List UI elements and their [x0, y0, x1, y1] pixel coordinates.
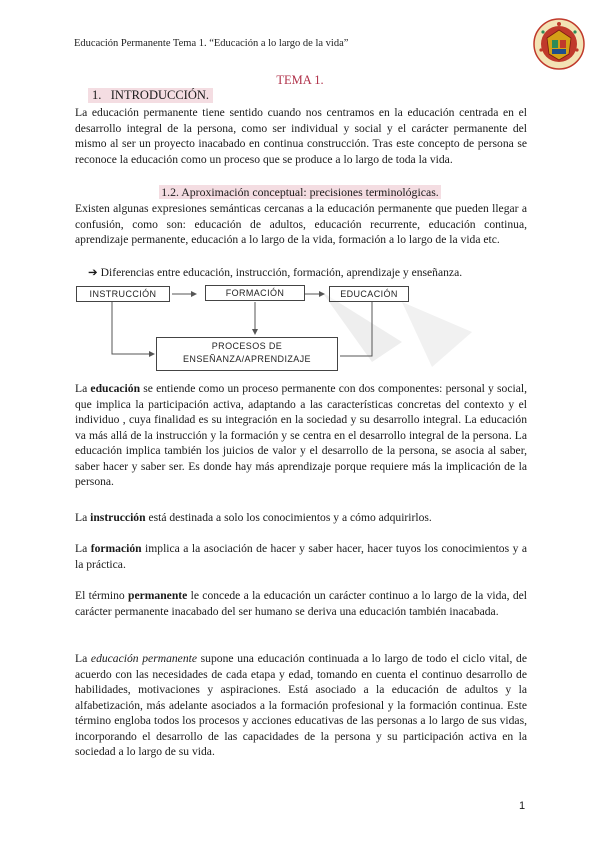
- page-title: TEMA 1.: [276, 73, 324, 87]
- arrow-bullet-icon: ➔: [88, 266, 98, 279]
- approximation-paragraph: Existen algunas expresiones semánticas cercanas a la educación permanente que pueden llegar a confusión, como son: educación de adultos, educación recurrente, educación continua, aprendizaje permanente, educación a lo largo de la vida, formación a lo largo de la vida etc.: [75, 202, 527, 246]
- term-permanente: permanente: [128, 589, 188, 602]
- arrow-instruccion-procesos: [112, 302, 154, 354]
- term-educacion-permanente: educación permanente: [90, 652, 197, 665]
- educacion-permanente-paragraph: [75, 651, 527, 760]
- educacion-post: se entiende como un proceso permanente con dos componentes: personal y social, que implica la participación activa, adaptando a las características concretas del contexto y el individuo , cuya finalidad es su integración en la sociedad y su desarrollo integral. La educación va más allá de la instrucción y la formación y se centra en el desarrollo integral de la persona. La educación implica también los juicios de valor y el desarrollo de la persona, se asocia al saber, saber hacer y saber ser. Es donde hay más aprendizaje porque requiere más la implicación de la persona.: [75, 382, 527, 488]
- bullet-text: Diferencias entre educación, instrucción, formación, aprendizaje y enseñanza.: [100, 266, 463, 279]
- instruccion-paragraph: [75, 510, 527, 526]
- term-formacion: formación: [90, 542, 142, 555]
- educacion-paragraph: [75, 381, 527, 490]
- permanente-pre: El término: [75, 589, 129, 602]
- subsection-label: 1.2. Aproximación conceptual: precisiones terminológicas.: [161, 185, 439, 199]
- section-heading-introduccion: [88, 88, 213, 103]
- running-header: Educación Permanente Tema 1. “Educación a lo largo de la vida”: [74, 38, 349, 49]
- university-seal-icon: [533, 16, 585, 72]
- term-instruccion: instrucción: [90, 511, 146, 524]
- box-formacion: FORMACIÓN: [205, 285, 305, 301]
- page-number: 1: [519, 800, 526, 812]
- box-procesos-line1: PROCESOS DE: [211, 341, 283, 351]
- instruccion-post: está destinada a solo los conocimientos y a cómo adquirirlos.: [145, 511, 432, 524]
- watermark-shape: [402, 302, 472, 367]
- educacion-pre: La: [75, 382, 91, 395]
- concept-diagram: [72, 282, 492, 374]
- term-educacion: educación: [90, 382, 141, 395]
- box-educacion: EDUCACIÓN: [329, 286, 409, 302]
- section-label: INTRODUCCIÓN.: [110, 88, 210, 102]
- permanente-post: le concede a la educación un carácter continuo a lo largo de la vida, del carácter permanente inacabado del ser humano se deriva una educación también inacabada.: [75, 589, 527, 618]
- box-procesos-line2: ENSEÑANZA/APRENDIZAJE: [183, 354, 311, 364]
- formacion-paragraph: [75, 541, 527, 572]
- edperm-post: supone una educación continuada a lo largo de todo el ciclo vital, de acuerdo con las necesidades de cada etapa y edad, tomando en cuenta el continuo desarrollo de habilidades, motivaciones y aspiraciones. Está asociado a la educación de adultos y la alfabetización, más adelante asociados a la formación profesional y la formación continua. Este término engloba todos los procesos y acciones educativas de las personas a lo largo de sus vidas, incorporando el desarrollo de las capacidades de la persona y su participación activa en la sociedad a lo largo de su vida.: [75, 652, 527, 758]
- edperm-pre: La: [75, 652, 91, 665]
- box-procesos: [156, 337, 338, 371]
- formacion-post: implica a la asociación de hacer y saber hacer, hacer tuyos los conocimientos y a la práctica.: [75, 542, 527, 571]
- permanente-paragraph: [75, 588, 527, 619]
- subsection-heading: [0, 185, 600, 200]
- bullet-item: [88, 265, 462, 279]
- box-instruccion: INSTRUCCIÓN: [76, 286, 170, 302]
- instruccion-pre: La: [75, 511, 91, 524]
- intro-paragraph: La educación permanente tiene sentido cuando nos centramos en la educación centrada en el desarrollo integral de la persona, como ser individual y social y el carácter permanente del mismo al ser un proyecto inacabado en continua construcción. Tras este concepto de persona se reconoce la educación como un proceso que se produce a lo largo de toda la vida.: [75, 106, 527, 166]
- formacion-pre: La: [75, 542, 91, 555]
- section-number: 1.: [92, 88, 102, 102]
